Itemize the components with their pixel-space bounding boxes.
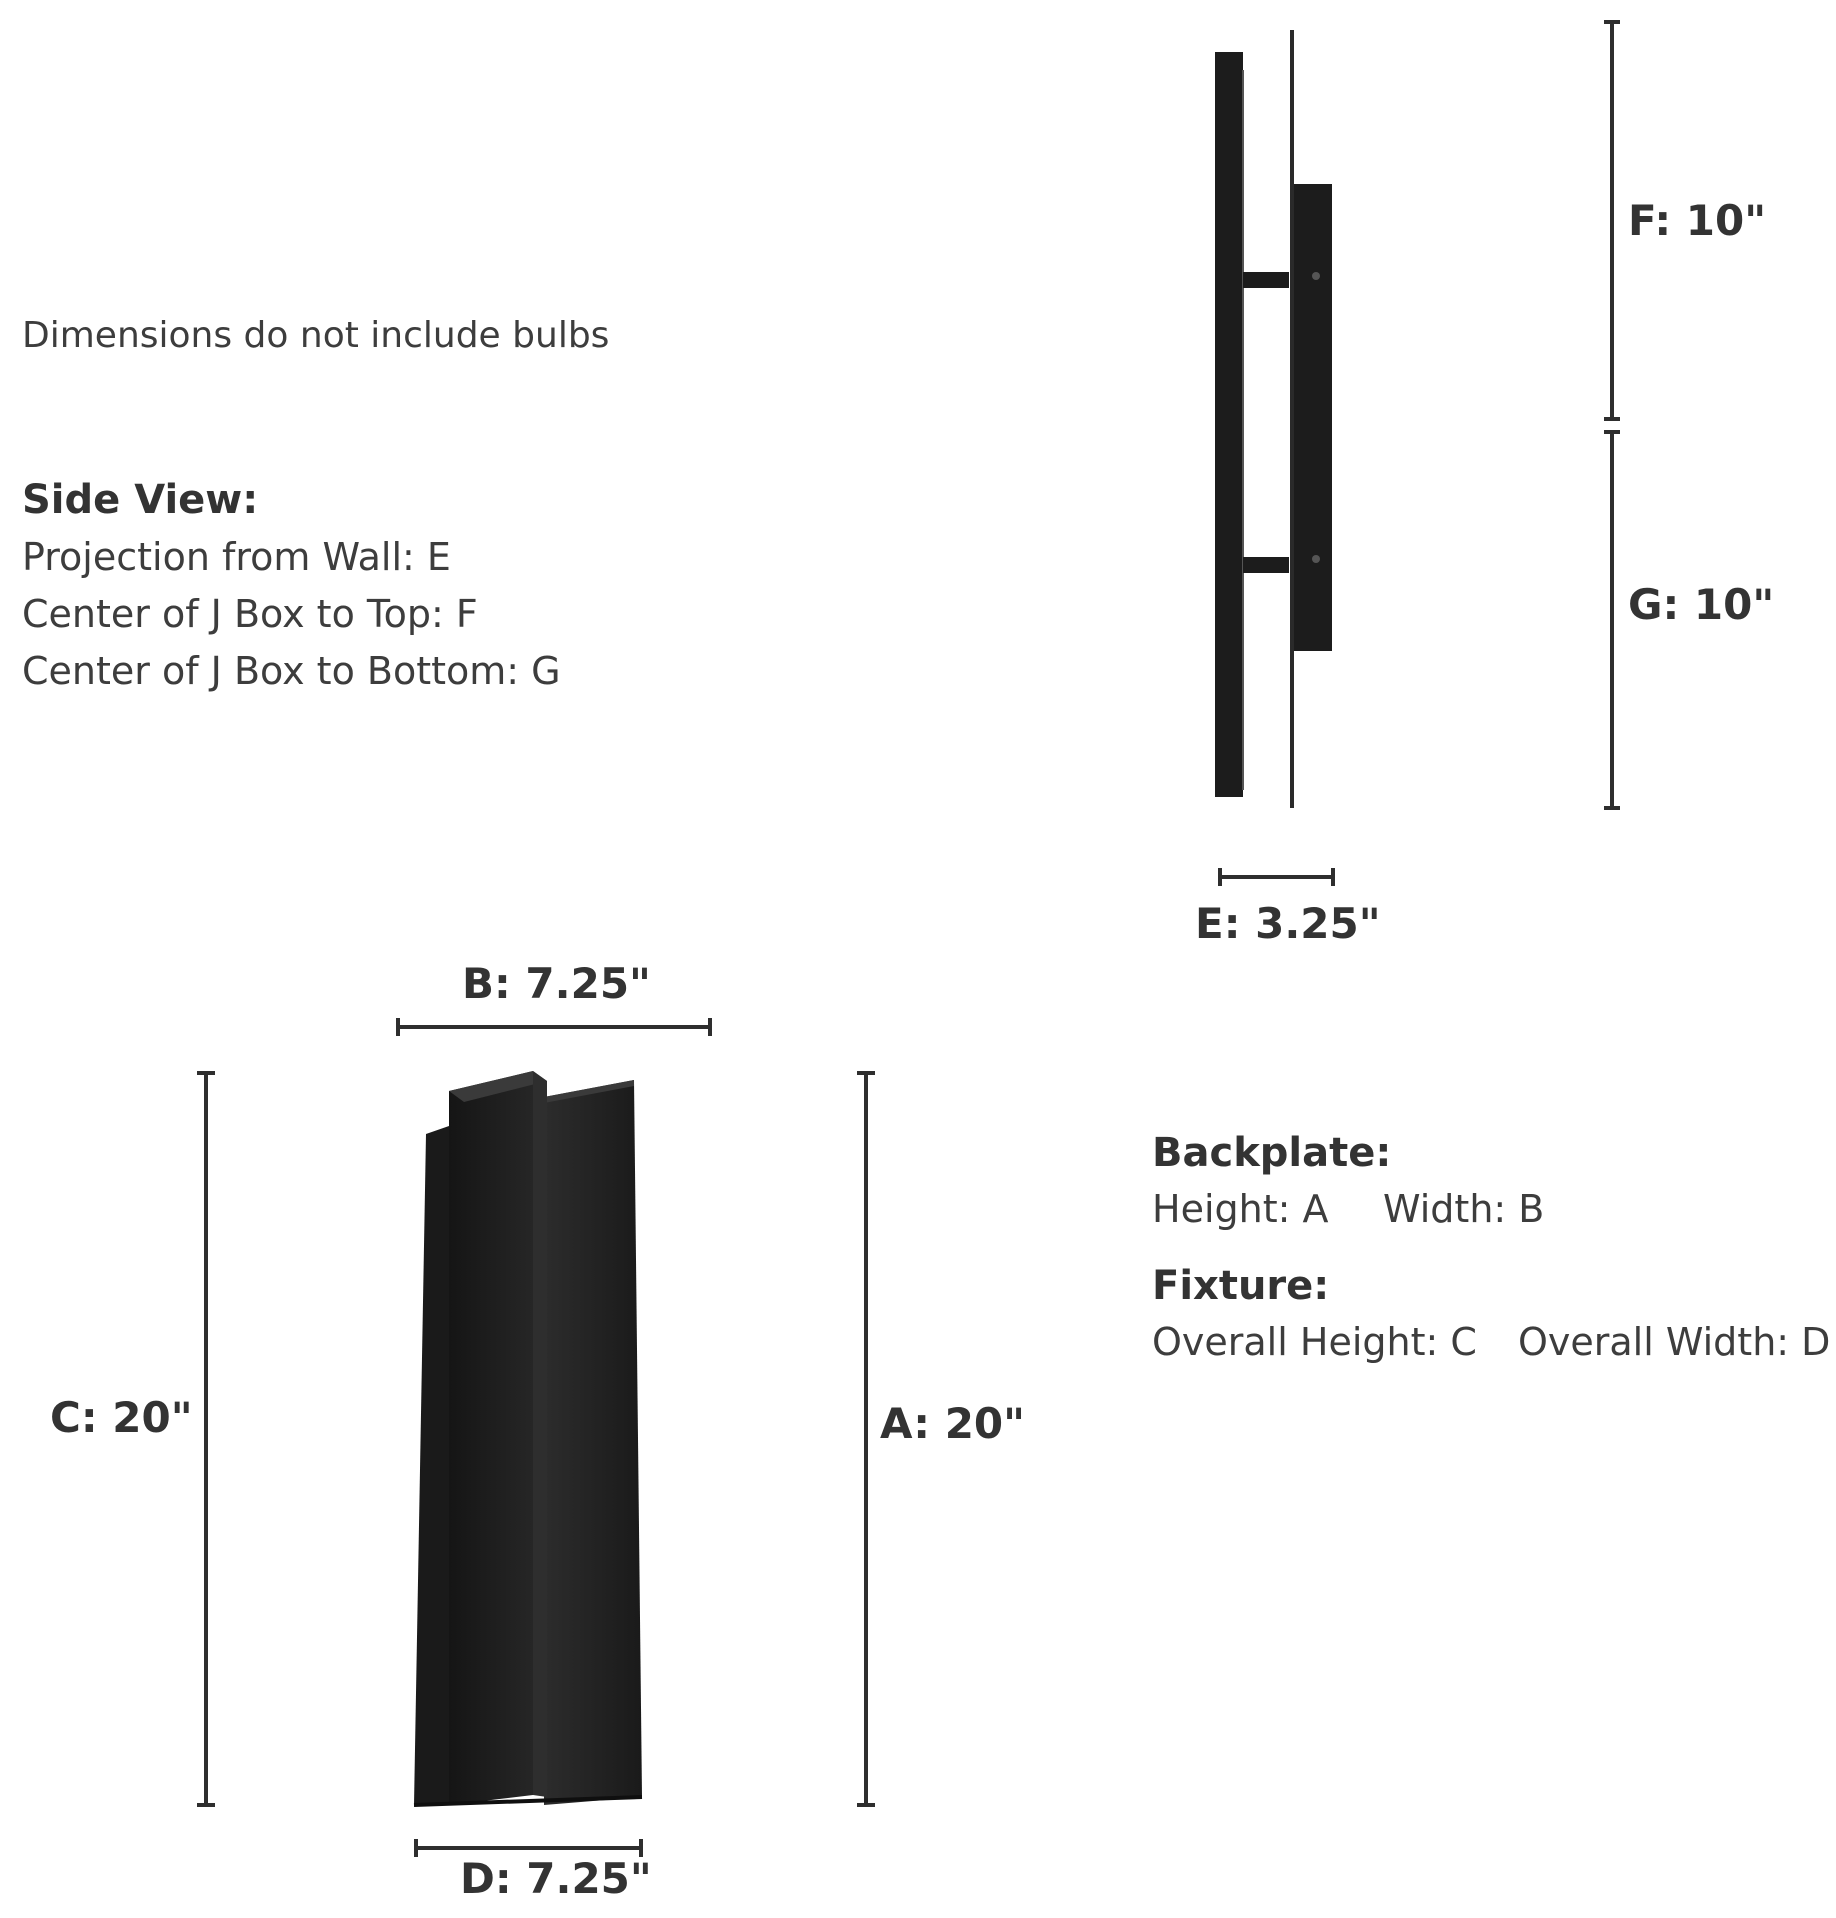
side-mount-arm-top: [1243, 272, 1289, 288]
backplate-width: Width: B: [1383, 1187, 1545, 1231]
side-view-fixture: [1215, 30, 1332, 808]
jbox-bottom-line: Center of J Box to Bottom: G: [22, 649, 561, 693]
dimension-label-b: B: 7.25": [462, 959, 651, 1008]
dimension-line-c: [197, 1073, 215, 1805]
dimension-line-b: [398, 1018, 710, 1036]
bracket-screw-top: [1312, 272, 1320, 280]
front-view-fixture: [414, 1071, 642, 1805]
dimension-line-a: [857, 1073, 875, 1805]
dimension-label-c: C: 20": [50, 1393, 193, 1442]
side-mount-arm-bottom: [1243, 557, 1289, 573]
jbox-top-line: Center of J Box to Top: F: [22, 592, 478, 636]
fixture-center-side: [533, 1071, 547, 1797]
side-wall-bracket: [1294, 184, 1332, 651]
dimension-line-g: [1604, 432, 1620, 808]
fixture-left-fin: [414, 1126, 449, 1805]
backplate-heading: Backplate:: [1152, 1130, 1392, 1176]
projection-line: Projection from Wall: E: [22, 535, 451, 579]
dimension-label-f: F: 10": [1628, 196, 1767, 245]
fixture-center-panel: [449, 1071, 533, 1805]
dimension-label-a: A: 20": [880, 1399, 1026, 1448]
dimension-line-d: [416, 1839, 641, 1857]
fixture-right-panel: [544, 1080, 642, 1805]
side-view-heading: Side View:: [22, 477, 259, 523]
dimension-label-e: E: 3.25": [1195, 899, 1381, 948]
fixture-width: Overall Width: D: [1518, 1320, 1831, 1364]
fixture-height: Overall Height: C: [1152, 1320, 1477, 1364]
bulbs-note: Dimensions do not include bulbs: [22, 315, 610, 356]
bracket-screw-bottom: [1312, 555, 1320, 563]
dimension-label-d: D: 7.25": [460, 1854, 652, 1903]
dimension-line-f: [1604, 22, 1620, 419]
dimension-label-g: G: 10": [1628, 580, 1775, 629]
dimension-line-e: [1220, 868, 1333, 886]
backplate-height: Height: A: [1152, 1187, 1329, 1231]
fixture-heading: Fixture:: [1152, 1263, 1330, 1309]
side-fixture-body: [1215, 52, 1243, 797]
